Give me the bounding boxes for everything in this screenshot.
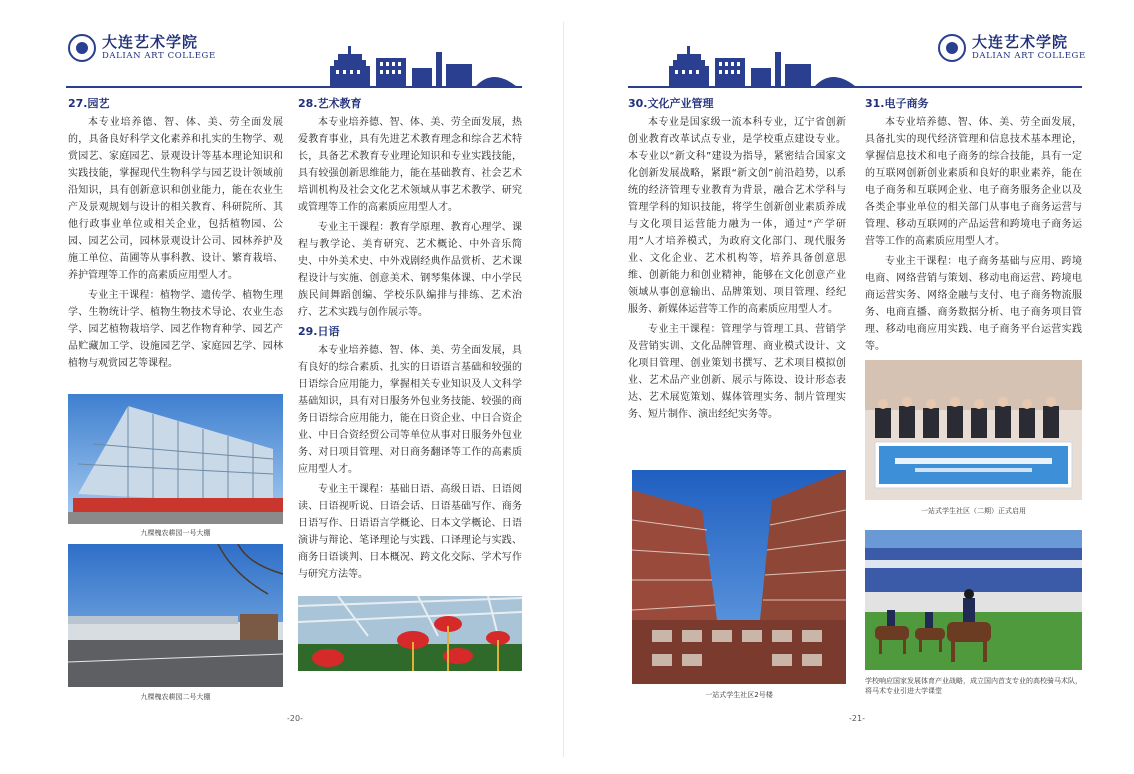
ceremony-photo [865, 360, 1082, 500]
logo-chinese-name: 大连艺术学院 [972, 33, 1069, 52]
section-horticulture [68, 96, 283, 375]
section-paragraph: 本专业是国家级一流本科专业，辽宁省创新创业教育改革试点专业，是学校重点建设专业。本专业以“新文科”建设为指导，紧密结合国家文化创新发展战略，紧跟“新文创”前沿趋势，以系统的经济管理专业教育为背景，融合艺术学科与管理学科的知识技能，将学生创新创业素质养成与文化项目运营能力融为一体，通过“产学研用”人才培养模式，为政府文化部门、现代服务业、文化企业、艺术机构等，培养具备创意思维、创新能力和创业精神，能够在文化创意产业领域从事创意输出、品牌策划、项目管理、经纪服务、新媒体运营等工作的高素质应用型人才。 [628, 117, 846, 315]
section-art-education [298, 96, 522, 586]
header-rule [628, 86, 1082, 88]
student-community-building-photo [632, 470, 846, 684]
section-paragraph: 本专业培养德、智、体、美、劳全面发展，具有良好的综合素质、扎实的日语语言基础和较强的日语综合应用能力，掌握相关专业知识及人文科学基础知识，具有对日服务外包业务技能、较强的商务日语综合应用能力，能在日资企业、中日合资企业、中日合资经贸公司等单位从事对日服务外包业务、对日项目管理、对日商务翻译等工作的高素质应用型人才。 [298, 345, 522, 475]
course-paragraph: 专业主干课程：基础日语、高级日语、日语阅读、日语视听说、日语会话、日语基础写作、商务日语写作、日语语言学概论、日本文学概论、日语演讲与辩论、笔译理论与实践、口译理论与实践、商务日语谈判、日本概况、跨文化交际、学术写作与研究方法等。 [298, 484, 522, 580]
college-logo [68, 34, 216, 62]
logo-chinese-name: 大连艺术学院 [102, 33, 199, 52]
page-number: -21- [849, 714, 865, 723]
logo-english-name: DALIAN ART COLLEGE [972, 51, 1086, 62]
flower-greenhouse-photo [298, 596, 522, 671]
section-paragraph: 本专业培养德、智、体、美、劳全面发展的，具备良好科学文化素养和扎实的生物学、观赏园艺、家庭园艺、景观设计等基本理论知识和实践技能，掌握现代生物科学与园艺设计领域前沿知识，具有创新意识和创业能力，能在农业生产及景观规划与设计的相关教育、科研院所、其他行政事业单位或相关企业，包括植物园、公园、园艺公司，园林景观设计公司、园林养护及施工单位、苗圃等从事科教、设计、繁育栽培、养护管理等工作的高素质应用型人才。 [68, 117, 283, 281]
page-spine [563, 22, 564, 757]
course-paragraph: 专业主干课程：电子商务基础与应用、跨境电商、网络营销与策划、移动电商运营、跨境电商运营实务、网络金融与支付、电子商务物流服务、电商直播、商务数据分析、电子商务项目管理、移动电商应用实践、电子商务平台运营实践等。 [865, 256, 1082, 352]
section-cultural-industry-management [628, 96, 846, 426]
page-number: -20- [287, 714, 303, 723]
section-heading: 28.艺术教育 [298, 97, 362, 110]
greenhouse-photo-2 [68, 544, 283, 687]
course-paragraph: 专业主干课程：植物学、遗传学、植物生理学、生物统计学、植物生物技术导论、农业生态学、园艺植物栽培学、园艺作物育种学、园艺产品贮藏加工学、设施园艺学、家庭园艺学、园林植物与观赏园艺等课程。 [68, 290, 283, 369]
photo-caption: 九棵槐农耕园二号大棚 [140, 693, 211, 701]
college-logo [938, 34, 1086, 62]
course-paragraph: 专业主干课程：管理学与管理工具、营销学及营销实训、文化品牌管理、商业模式设计、文化项目管理、创业策划书撰写、艺术项目模拟创业、艺术品产业创新、展示与陈设、设计形态表达、艺术展览策划、媒体管理实务、制片管理实务、短片制作、演出经纪实务等。 [628, 324, 846, 420]
photo-caption: 一站式学生社区2号楼 [705, 691, 773, 699]
section-paragraph: 本专业培养德、智、体、美、劳全面发展，热爱教育事业，具有先进艺术教育理念和综合艺术特长，具备艺术教育专业理论知识和专业实践技能，具有较强创新思维能力，能在基础教育、社会艺术培训机构及社会文化艺术领域从事艺术教学、研究或管理等工作的高素质应用型人才。 [298, 117, 522, 213]
photo-caption: 一站式学生社区（二期）正式启用 [921, 507, 1026, 515]
photo-caption: 学校响应国家发展体育产业战略，成立国内首支专业的高校骑马术队，将马术专业引进大学课堂 [865, 677, 1082, 695]
greenhouse-photo-1 [68, 394, 283, 524]
photo-caption: 九棵槐农耕园一号大棚 [140, 529, 211, 537]
campus-skyline-icon [667, 44, 857, 88]
section-heading: 27.园艺 [68, 97, 110, 110]
course-paragraph: 专业主干课程：教育学原理、教育心理学、课程与教学论、美育研究、艺术概论、中外音乐简史、中外美术史、中外戏剧经典作品赏析、艺术课程设计与实施、创意美术、钢琴集体课、中小学民族民间舞蹈创编、学校乐队编排与排练、艺术治疗、艺术实践与创作展示等。 [298, 222, 522, 318]
section-heading: 31.电子商务 [865, 97, 929, 110]
equestrian-photo [865, 530, 1082, 670]
section-paragraph: 本专业培养德、智、体、美、劳全面发展，具备扎实的现代经济管理和信息技术基本理论，掌握信息技术和电子商务的综合技能，具有一定的互联网创新创业素质和良好的职业素养，能在电子商务和互联网企业、电子商务服务企业以及各类企事业单位的相关部门从事电子商务运营与管理、移动互联网的产品运营和跨境电子商务运营等工作的高素质应用型人才。 [865, 117, 1082, 247]
section-heading: 30.文化产业管理 [628, 97, 714, 110]
college-emblem-icon [68, 34, 96, 62]
college-emblem-icon [938, 34, 966, 62]
header-rule [66, 86, 522, 88]
section-e-commerce [865, 96, 1082, 358]
campus-skyline-icon [328, 44, 518, 88]
logo-english-name: DALIAN ART COLLEGE [102, 51, 216, 62]
section-heading: 29.日语 [298, 325, 340, 338]
